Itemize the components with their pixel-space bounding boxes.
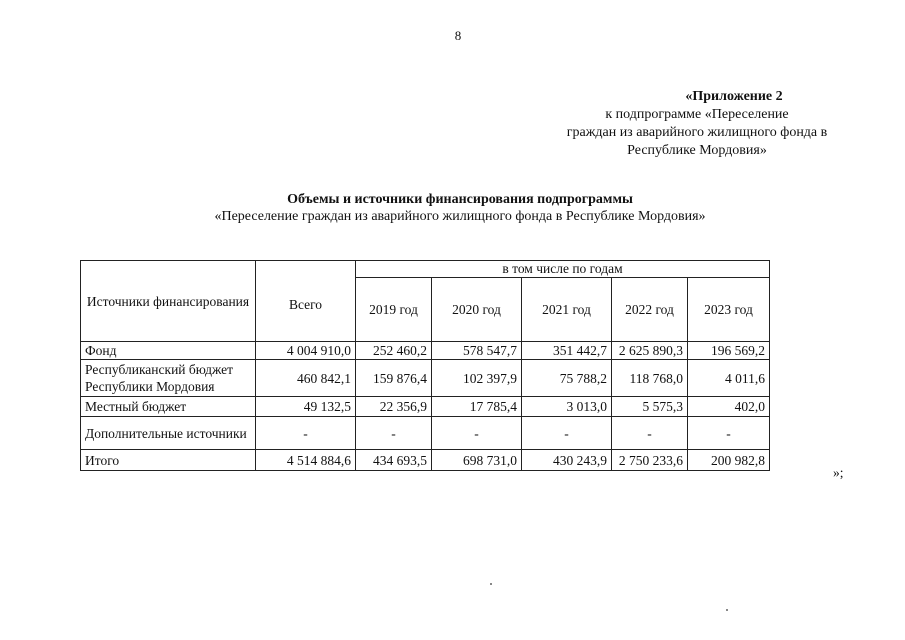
row-source: Дополнительные источники [81, 417, 256, 450]
table-row [81, 417, 770, 450]
header-year: 2022 год [612, 278, 688, 342]
row-source: Фонд [81, 342, 256, 360]
row-value: - [356, 417, 432, 450]
closing-quote-mark: »; [833, 465, 844, 480]
row-value: 159 876,4 [356, 360, 432, 397]
row-value: 4 011,6 [688, 360, 770, 397]
row-value: 118 768,0 [612, 360, 688, 397]
header-year: 2023 год [688, 278, 770, 342]
header-sources: Источники финансирования [81, 261, 256, 342]
table-row [81, 360, 770, 397]
row-total: 460 842,1 [256, 360, 356, 397]
row-value: - [612, 417, 688, 450]
header-year: 2019 год [356, 278, 432, 342]
appendix-line-2: граждан из аварийного жилищного фонда в [566, 125, 828, 140]
appendix-line-1: к подпрограмме «Переселение [605, 107, 789, 122]
row-value: 17 785,4 [432, 397, 522, 417]
table-total-row [81, 450, 770, 471]
row-value: 75 788,2 [522, 360, 612, 397]
header-total: Всего [256, 261, 356, 342]
table-row [81, 342, 770, 360]
row-total: 49 132,5 [256, 397, 356, 417]
document-heading [150, 191, 770, 225]
row-value: 430 243,9 [522, 450, 612, 471]
row-value: 351 442,7 [522, 342, 612, 360]
row-value: 252 460,2 [356, 342, 432, 360]
header-year: 2021 год [522, 278, 612, 342]
row-value: 5 575,3 [612, 397, 688, 417]
financing-table [80, 260, 770, 471]
row-value: - [432, 417, 522, 450]
row-value: 3 013,0 [522, 397, 612, 417]
row-total: 4 514 884,6 [256, 450, 356, 471]
row-value: 698 731,0 [432, 450, 522, 471]
row-source: Республиканский бюджет Республики Мордовия [81, 360, 256, 397]
row-value: 196 569,2 [688, 342, 770, 360]
header-by-years: в том числе по годам [356, 261, 770, 278]
row-value: 402,0 [688, 397, 770, 417]
scan-speck [490, 583, 492, 585]
table-header-row [81, 261, 770, 278]
heading-subtitle: «Переселение граждан из аварийного жилищного фонда в Республике Мордовия» [214, 209, 706, 224]
row-value: 22 356,9 [356, 397, 432, 417]
heading-title: Объемы и источники финансирования подпрограммы [287, 192, 633, 207]
header-year: 2020 год [432, 278, 522, 342]
appendix-block [547, 88, 847, 160]
row-value: 102 397,9 [432, 360, 522, 397]
row-total: 4 004 910,0 [256, 342, 356, 360]
row-value: 200 982,8 [688, 450, 770, 471]
page-number: 8 [454, 28, 462, 43]
row-value: 578 547,7 [432, 342, 522, 360]
row-value: - [522, 417, 612, 450]
row-value: - [688, 417, 770, 450]
row-total: - [256, 417, 356, 450]
row-source: Местный бюджет [81, 397, 256, 417]
appendix-line-3: Республике Мордовия» [627, 143, 767, 158]
appendix-title: «Приложение 2 [685, 89, 783, 104]
row-source: Итого [81, 450, 256, 471]
row-value: 2 750 233,6 [612, 450, 688, 471]
scan-speck [726, 609, 728, 611]
row-value: 434 693,5 [356, 450, 432, 471]
table-row [81, 397, 770, 417]
row-value: 2 625 890,3 [612, 342, 688, 360]
